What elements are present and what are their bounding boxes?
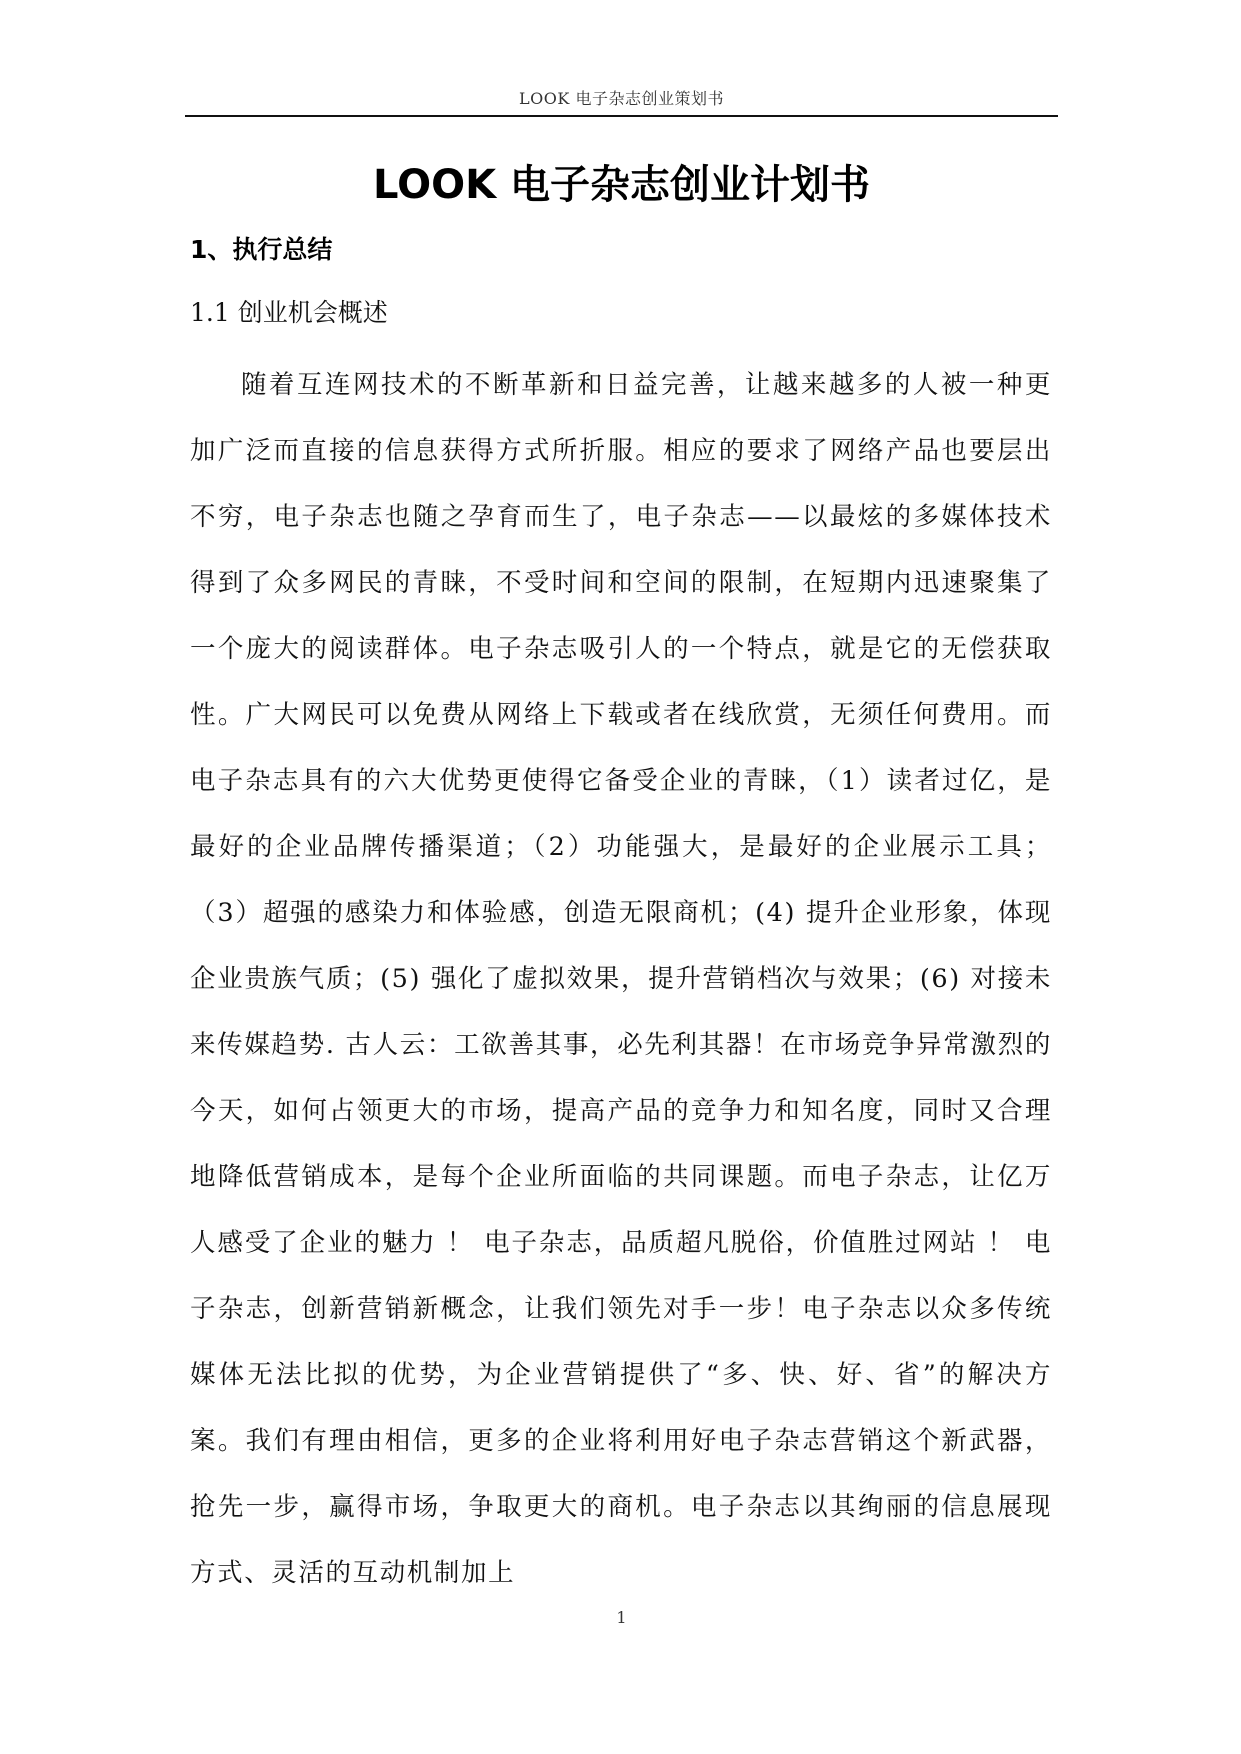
page-number: 1 [616,1608,627,1627]
running-header: LOOK 电子杂志创业策划书 [519,89,724,108]
header-divider [185,115,1058,117]
body-paragraph: 随着互连网技术的不断革新和日益完善，让越来越多的人被一种更加广泛而直接的信息获得方式所折服。相应的要求了网络产品也要层出不穷，电子杂志也随之孕育而生了，电子杂志——以最炫的多媒体技术得到了众多网民的青睐，不受时间和空间的限制，在短期内迅速聚集了一个庞大的阅读群体。电子杂志吸引人的一个特点，就是它的无偿获取性。广大网民可以免费从网络上下载或者在线欣赏，无须任何费用。而电子杂志具有的六大优势更使得它备受企业的青睐，（1）读者过亿，是最好的企业品牌传播渠道；（2）功能强大，是最好的企业展示工具；（3）超强的感染力和体验感，创造无限商机；(4) 提升企业形象，体现企业贵族气质；(5) 强化了虚拟效果，提升营销档次与效果；(6) 对接未来传媒趋势. 古人云：工欲善其事，必先利其器！在市场竞争异常激烈的今天，如何占领更大的市场，提高产品的竞争力和知名度，同时又合理地降低营销成本，是每个企业所面临的共同课题。而电子杂志，让亿万人感受了企业的魅力 ！ 电子杂志，品质超凡脱俗，价值胜过网站 ！ 电子杂志，创新营销新概念，让我们领先对手一步！电子杂志以众多传统媒体无法比拟的优势，为企业营销提供了“多、快、好、省”的解决方案。我们有理由相信，更多的企业将利用好电子杂志营销这个新武器，抢先一步，赢得市场，争取更大的商机。电子杂志以其绚丽的信息展现方式、灵活的互动机制加上 [190,370,1052,1588]
document-title: LOOK 电子杂志创业计划书 [373,162,870,208]
section-heading: 1、执行总结 [190,235,333,264]
subsection-heading: 1.1 创业机会概述 [190,298,388,327]
